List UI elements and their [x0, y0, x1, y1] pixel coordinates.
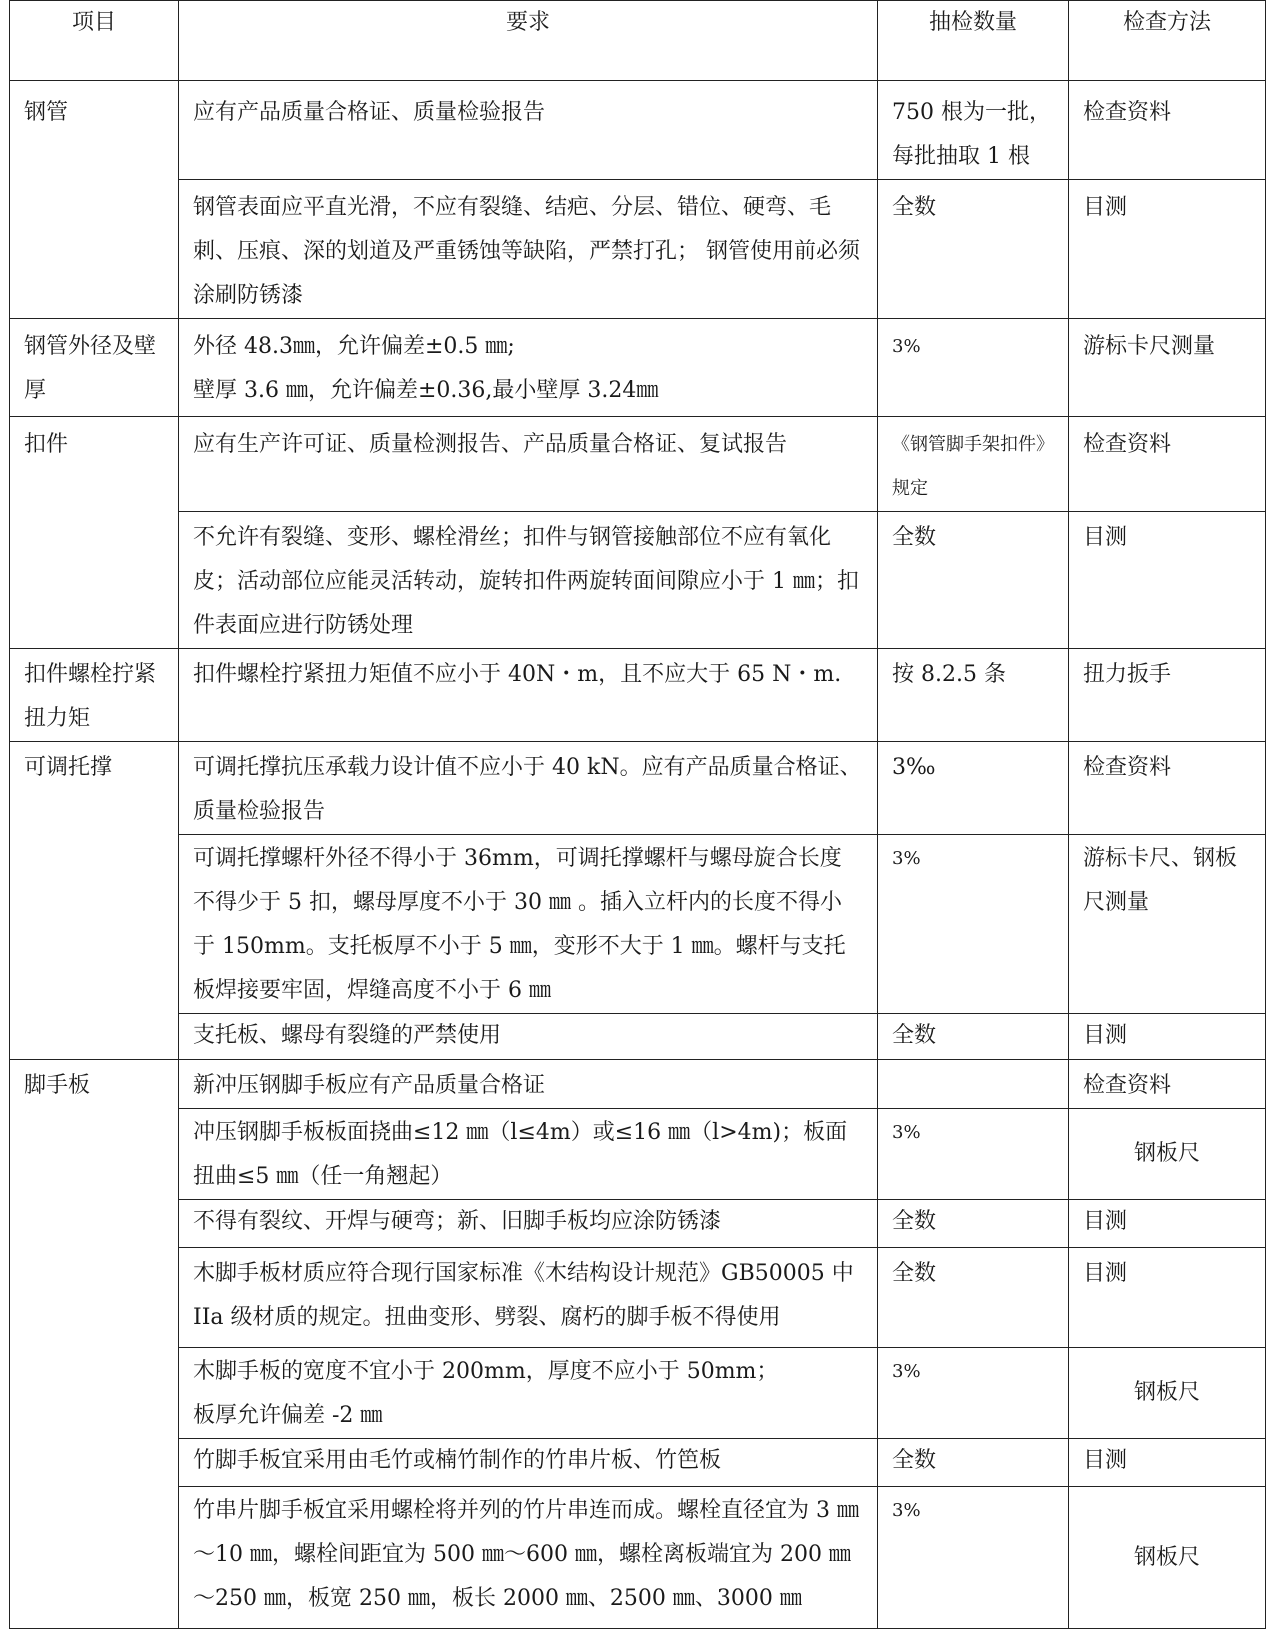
quantity-cell: 3%	[878, 1109, 1069, 1200]
table-row	[10, 81, 1266, 180]
requirement-cell: 竹串片脚手板宜采用螺栓将并列的竹片串连而成。螺栓直径宜为 3 ㎜～10 ㎜，螺栓间距宜为 500 ㎜～600 ㎜，螺栓离板端宜为 200 ㎜～250 ㎜，板宽 250 ㎜，板长 2000 ㎜、2500 ㎜、3000 ㎜	[179, 1487, 878, 1629]
requirement-cell: 木脚手板材质应符合现行国家标准《木结构设计规范》GB50005 中 IIa 级材质的规定。扭曲变形、劈裂、腐朽的脚手板不得使用	[179, 1248, 878, 1348]
requirement-cell: 不允许有裂缝、变形、螺栓滑丝；扣件与钢管接触部位不应有氧化皮；活动部位应能灵活转动，旋转扣件两旋转面间隙应小于 1 ㎜；扣件表面应进行防锈处理	[179, 512, 878, 649]
table-row	[10, 512, 1266, 649]
item-cell: 钢管外径及壁厚	[10, 319, 179, 417]
method-cell: 钢板尺	[1069, 1487, 1266, 1629]
method-cell: 钢板尺	[1069, 1348, 1266, 1439]
table-row	[10, 1060, 1266, 1109]
method-cell: 检查资料	[1069, 742, 1266, 835]
inspection-table	[9, 0, 1266, 1629]
table-row	[10, 319, 1266, 417]
item-cell: 扣件	[10, 417, 179, 649]
requirement-cell: 应有产品质量合格证、质量检验报告	[179, 81, 878, 180]
requirement-line: 木脚手板的宽度不宜小于 200mm，厚度不应小于 50mm；	[193, 1359, 779, 1384]
quantity-cell: 750 根为一批，每批抽取 1 根	[878, 81, 1069, 180]
requirement-cell: 冲压钢脚手板板面挠曲≤12 ㎜（l≤4m）或≤16 ㎜（l>4m)；板面扭曲≤5 ㎜（任一角翘起）	[179, 1109, 878, 1200]
quantity-cell	[878, 1060, 1069, 1109]
table-row	[10, 1348, 1266, 1439]
method-cell: 目测	[1069, 1439, 1266, 1487]
quantity-cell: 3%	[878, 1348, 1069, 1439]
quantity-cell: 全数	[878, 180, 1069, 319]
header-requirement: 要求	[179, 1, 878, 81]
requirement-cell: 支托板、螺母有裂缝的严禁使用	[179, 1014, 878, 1060]
quantity-cell: 全数	[878, 1439, 1069, 1487]
table-row	[10, 417, 1266, 512]
table-row	[10, 1439, 1266, 1487]
method-cell: 目测	[1069, 180, 1266, 319]
table-row	[10, 742, 1266, 835]
requirement-line: 外径 48.3㎜，允许偏差±0.5 ㎜;	[193, 334, 515, 359]
requirement-line: 板厚允许偏差 -2 ㎜	[193, 1403, 383, 1428]
quantity-cell: 全数	[878, 512, 1069, 649]
table-row	[10, 1487, 1266, 1629]
method-cell: 目测	[1069, 1248, 1266, 1348]
header-row	[10, 1, 1266, 81]
header-item: 项目	[10, 1, 179, 81]
requirement-cell	[179, 319, 878, 417]
table-row	[10, 835, 1266, 1014]
method-cell: 检查资料	[1069, 1060, 1266, 1109]
requirement-cell	[179, 1348, 878, 1439]
requirement-cell: 可调托撑抗压承载力设计值不应小于 40 kN。应有产品质量合格证、质量检验报告	[179, 742, 878, 835]
table-row	[10, 180, 1266, 319]
requirement-cell: 钢管表面应平直光滑，不应有裂缝、结疤、分层、错位、硬弯、毛刺、压痕、深的划道及严重锈蚀等缺陷，严禁打孔； 钢管使用前必须涂刷防锈漆	[179, 180, 878, 319]
requirement-line: 壁厚 3.6 ㎜，允许偏差±0.36,最小壁厚 3.24㎜	[193, 378, 659, 403]
method-cell: 游标卡尺测量	[1069, 319, 1266, 417]
quantity-cell: 全数	[878, 1014, 1069, 1060]
quantity-cell: 3%	[878, 319, 1069, 417]
quantity-cell: 3%	[878, 835, 1069, 1014]
table-row	[10, 1014, 1266, 1060]
method-cell: 游标卡尺、钢板尺测量	[1069, 835, 1266, 1014]
table-row	[10, 1248, 1266, 1348]
method-cell: 钢板尺	[1069, 1109, 1266, 1200]
quantity-cell: 按 8.2.5 条	[878, 649, 1069, 742]
quantity-cell: 全数	[878, 1248, 1069, 1348]
header-quantity: 抽检数量	[878, 1, 1069, 81]
table-row	[10, 1200, 1266, 1248]
item-cell: 钢管	[10, 81, 179, 319]
method-cell: 检查资料	[1069, 81, 1266, 180]
quantity-cell: 3%	[878, 1487, 1069, 1629]
method-cell: 目测	[1069, 1014, 1266, 1060]
requirement-cell: 新冲压钢脚手板应有产品质量合格证	[179, 1060, 878, 1109]
requirement-cell: 应有生产许可证、质量检测报告、产品质量合格证、复试报告	[179, 417, 878, 512]
requirement-cell: 竹脚手板宜采用由毛竹或楠竹制作的竹串片板、竹笆板	[179, 1439, 878, 1487]
quantity-cell: 3‰	[878, 742, 1069, 835]
method-cell: 扭力扳手	[1069, 649, 1266, 742]
item-cell: 扣件螺栓拧紧扭力矩	[10, 649, 179, 742]
item-cell: 可调托撑	[10, 742, 179, 1060]
requirement-cell: 不得有裂纹、开焊与硬弯；新、旧脚手板均应涂防锈漆	[179, 1200, 878, 1248]
quantity-cell: 全数	[878, 1200, 1069, 1248]
method-cell: 目测	[1069, 1200, 1266, 1248]
item-cell: 脚手板	[10, 1060, 179, 1629]
table-row	[10, 1109, 1266, 1200]
header-method: 检查方法	[1069, 1, 1266, 81]
table-row	[10, 649, 1266, 742]
requirement-cell: 可调托撑螺杆外径不得小于 36mm，可调托撑螺杆与螺母旋合长度不得少于 5 扣，螺母厚度不小于 30 ㎜ 。插入立杆内的长度不得小于 150mm。支托板厚不小于 5 ㎜，变形不大于 1 ㎜。螺杆与支托板焊接要牢固，焊缝高度不小于 6 ㎜	[179, 835, 878, 1014]
method-cell: 目测	[1069, 512, 1266, 649]
method-cell: 检查资料	[1069, 417, 1266, 512]
requirement-cell: 扣件螺栓拧紧扭力矩值不应小于 40N・m，且不应大于 65 N・m.	[179, 649, 878, 742]
quantity-cell: 《钢管脚手架扣件》规定	[878, 417, 1069, 512]
